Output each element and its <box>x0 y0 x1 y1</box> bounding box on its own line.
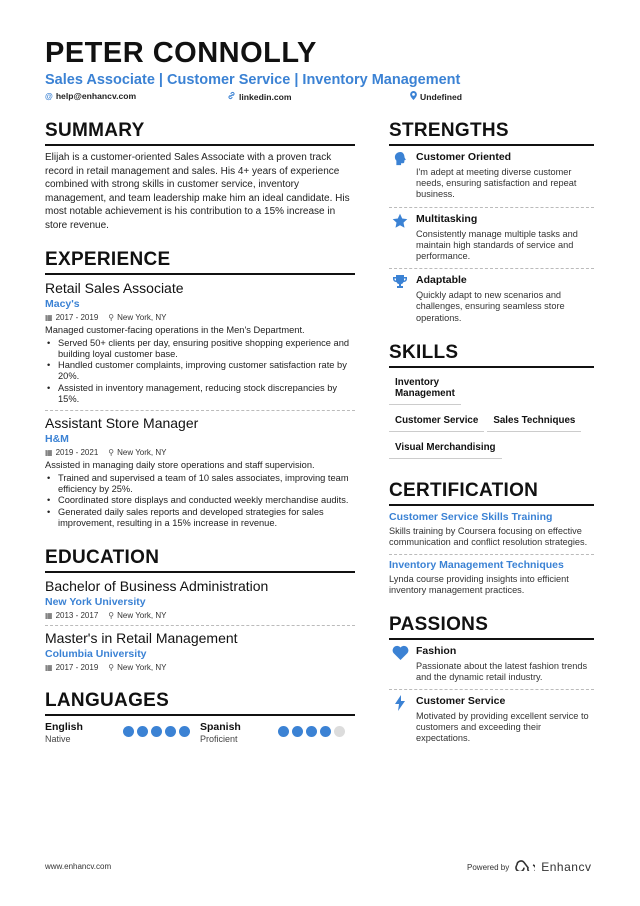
certification-text: Lynda course providing insights into efficient inventory management practices. <box>389 574 569 596</box>
job-bullets <box>45 338 355 406</box>
rating-dot-filled <box>278 726 289 737</box>
experience-section <box>45 249 355 529</box>
education-dates: 2013 - 2017 <box>55 611 99 621</box>
at-icon: @ <box>45 91 53 101</box>
location-text: Undefined <box>420 91 463 102</box>
language-name: Spanish <box>200 721 241 734</box>
language-rating <box>278 726 345 737</box>
certification-title: CERTIFICATION <box>389 480 594 506</box>
job-dates: 2019 - 2021 <box>55 448 99 458</box>
education-dates: 2017 - 2019 <box>55 663 99 673</box>
language-level: Proficient <box>200 734 238 745</box>
divider <box>389 554 594 555</box>
summary-section <box>45 120 355 232</box>
passions-title: PASSIONS <box>389 614 594 640</box>
skill-tag: Visual Merchandising <box>389 438 502 459</box>
bullet-item: • Assisted in inventory management, reducing stock discrepancies by 15%. <box>45 383 355 406</box>
strength-text: I'm adept at meeting diverse customer needs, ensuring satisfaction and repeat business. <box>416 167 577 200</box>
job-meta <box>45 313 355 322</box>
linkedin-text: linkedin.com <box>239 91 292 102</box>
star-icon <box>389 213 411 263</box>
languages-title: LANGUAGES <box>45 690 355 716</box>
contact-location <box>410 91 462 102</box>
left-column <box>45 120 355 744</box>
strength-title: Customer Oriented <box>416 151 512 163</box>
calendar-icon: ▦ <box>45 313 53 322</box>
lightning-icon <box>389 695 411 745</box>
email-text: help@enhancv.com <box>55 91 137 101</box>
skills-section <box>389 342 594 465</box>
education-meta <box>45 663 355 672</box>
language-name: English <box>45 721 83 734</box>
certification-name: Inventory Management Techniques <box>389 559 564 572</box>
certification-text: Skills training by Coursera focusing on effective communication and conflict resolution strategies. <box>389 525 588 548</box>
language-level: Native <box>45 734 71 745</box>
candidate-name: PETER CONNOLLY <box>45 37 317 69</box>
rating-dot-filled <box>151 726 162 737</box>
skill-tag: Sales Techniques <box>487 411 581 432</box>
powered-by-text: Powered by <box>467 862 510 872</box>
degree: Master's in Retail Management <box>45 630 238 647</box>
rating-dot-filled <box>306 726 317 737</box>
company-name: Macy's <box>45 298 80 310</box>
rating-dot-filled <box>320 726 331 737</box>
certification-name: Customer Service Skills Training <box>389 510 553 523</box>
skills-list <box>389 373 594 465</box>
education-location: New York, NY <box>117 663 167 673</box>
rating-dot-empty <box>334 726 345 737</box>
skill-tag: Customer Service <box>389 411 484 432</box>
job-description: Managed customer-facing operations in the Men's Department. <box>45 325 305 335</box>
education-location: New York, NY <box>117 611 167 621</box>
passion-title: Customer Service <box>416 695 506 708</box>
strength-text: Quickly adapt to new scenarios and challenges, ensuring seamless store operations. <box>416 290 565 323</box>
job-bullets <box>45 473 355 529</box>
strength-title: Adaptable <box>416 274 467 287</box>
footer-branding[interactable] <box>467 858 591 876</box>
divider <box>45 625 355 626</box>
company-name: H&M <box>45 433 69 446</box>
languages-section <box>45 690 355 744</box>
summary-text: Elijah is a customer-oriented Sales Associate with a proven track record in retail management and sales. His 4+ years of experience combined with strong skills in customer service, inventory management, and team leadership make him an ideal candidate. His most notable achievement is his contribution to a 15% increase in store revenue. <box>45 152 350 231</box>
location-pin-icon: ⚲ <box>108 663 115 673</box>
right-column <box>389 120 594 745</box>
strength-title: Multitasking <box>416 212 478 225</box>
passions-section <box>389 614 594 745</box>
location-pin-icon: ⚲ <box>108 611 115 621</box>
school-name: Columbia University <box>45 648 147 661</box>
divider <box>45 410 355 411</box>
footer-website[interactable]: www.enhancv.com <box>45 862 112 871</box>
degree: Bachelor of Business Administration <box>45 578 269 595</box>
calendar-icon: ▦ <box>45 611 53 621</box>
divider <box>389 268 594 269</box>
passion-text: Motivated by providing excellent service to customers and exceeding their expectations. <box>416 711 589 744</box>
job-dates: 2017 - 2019 <box>55 313 99 322</box>
rating-dot-filled <box>165 726 176 737</box>
brain-icon <box>389 151 411 201</box>
bullet-item: • Trained and supervised a team of 10 sales associates, improving team efficiency by 25%. <box>45 473 355 496</box>
passion-item <box>389 645 594 683</box>
bullet-item: • Generated daily sales reports and developed strategies for sales improvement, resulting in a 15% increase in revenue. <box>45 507 355 530</box>
divider <box>389 689 594 690</box>
passion-item <box>389 695 594 745</box>
school-name: New York University <box>45 596 146 609</box>
passion-title: Fashion <box>416 644 457 657</box>
certification-section <box>389 480 594 597</box>
job-title: Retail Sales Associate <box>45 280 184 296</box>
rating-dot-filled <box>137 726 148 737</box>
language-item <box>45 721 200 744</box>
strength-item <box>389 213 594 263</box>
strength-text: Consistently manage multiple tasks and maintain high standards of service and performance. <box>416 228 578 262</box>
job-description: Assisted in managing daily store operations and staff supervision. <box>45 460 315 471</box>
rating-dot-filled <box>179 726 190 737</box>
strengths-section <box>389 120 594 324</box>
bullet-item: • Served 50+ clients per day, ensuring positive shopping experience and building loyal customer base. <box>45 338 355 361</box>
trophy-icon <box>389 274 411 324</box>
location-pin-icon: ⚲ <box>108 448 115 458</box>
language-rating <box>123 726 190 737</box>
strengths-title: STRENGTHS <box>389 120 594 146</box>
strength-item <box>389 274 594 324</box>
education-title: EDUCATION <box>45 547 355 573</box>
skills-title: SKILLS <box>389 342 594 368</box>
brand-name: Enhancv <box>541 860 592 874</box>
link-icon <box>227 91 236 102</box>
rating-dot-filled <box>292 726 303 737</box>
experience-item <box>45 280 355 405</box>
enhancv-logo-icon <box>515 858 535 876</box>
calendar-icon: ▦ <box>45 663 53 673</box>
contact-email[interactable] <box>45 91 136 101</box>
passion-text: Passionate about the latest fashion trends and the dynamic retail industry. <box>416 660 588 682</box>
experience-title: EXPERIENCE <box>45 249 355 275</box>
heart-icon <box>389 645 411 683</box>
job-location: New York, NY <box>117 448 167 458</box>
location-pin-icon <box>410 91 417 102</box>
experience-item <box>45 415 355 529</box>
bullet-item: • Handled customer complaints, improving customer satisfaction rate by 20%. <box>45 360 355 383</box>
location-pin-icon: ⚲ <box>108 313 115 322</box>
education-item <box>45 578 355 620</box>
bullet-item: • Coordinated store displays and conducted weekly merchandise audits. <box>45 495 355 506</box>
education-meta <box>45 611 355 620</box>
contact-linkedin[interactable] <box>227 91 292 102</box>
strength-item <box>389 151 594 201</box>
language-item <box>200 721 355 744</box>
skill-tag: Inventory Management <box>389 373 461 405</box>
headline: Sales Associate | Customer Service | Inventory Management <box>45 72 461 88</box>
job-location: New York, NY <box>117 313 167 322</box>
divider <box>389 207 594 208</box>
calendar-icon: ▦ <box>45 448 53 458</box>
job-meta <box>45 448 355 457</box>
education-section <box>45 547 355 672</box>
rating-dot-filled <box>123 726 134 737</box>
job-title: Assistant Store Manager <box>45 415 199 432</box>
summary-title: SUMMARY <box>45 120 355 146</box>
education-item <box>45 630 355 672</box>
